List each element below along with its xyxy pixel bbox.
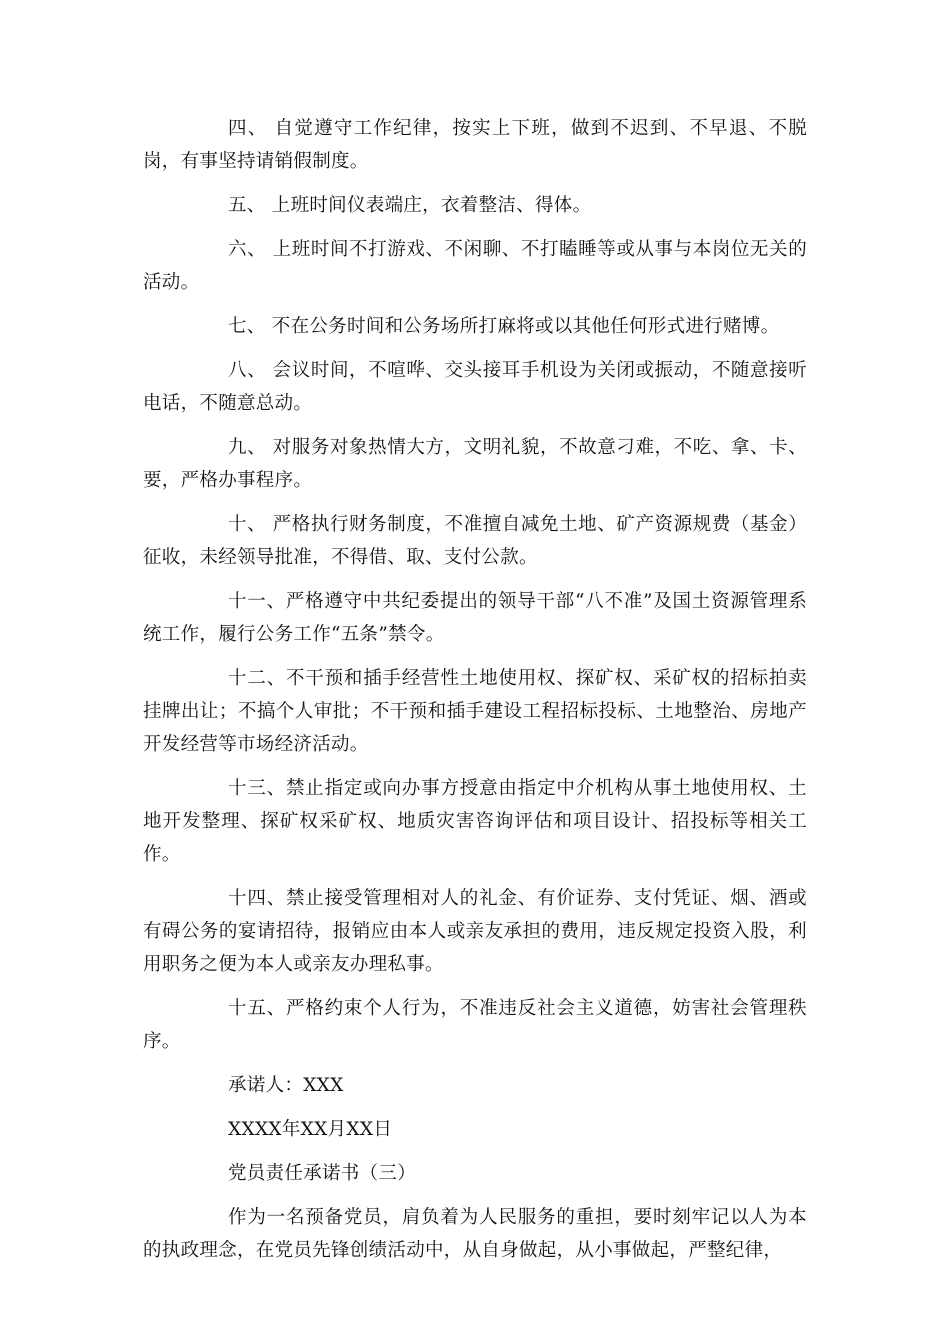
clause-11: 十一、严格遵守中共纪委提出的领导干部“八不准”及国土资源管理系统工作，履行公务工作“五条”禁令。 [143, 591, 807, 645]
clause-4: 四、 自觉遵守工作纪律，按实上下班，做到不迟到、不早退、不脱岗，有事坚持请销假制度。 [143, 118, 807, 172]
clause-13: 十三、禁止指定或向办事方授意由指定中介机构从事土地使用权、土地开发整理、探矿权采矿权、地质灾害咨询评估和项目设计、招投标等相关工作。 [143, 778, 807, 865]
intro-paragraph: 作为一名预备党员，肩负着为人民服务的重担，要时刻牢记以人为本的执政理念，在党员先锋创绩活动中，从自身做起，从小事做起，严整纪律， [143, 1207, 807, 1261]
clause-10: 十、 严格执行财务制度，不准擅自减免土地、矿产资源规费（基金）征收，未经领导批准，不得借、取、支付公款。 [143, 514, 807, 568]
clause-15: 十五、严格约束个人行为，不准违反社会主义道德，妨害社会管理秩序。 [143, 998, 807, 1052]
date-line: XXXX年XX月XX日 [228, 1119, 393, 1140]
clause-7: 七、 不在公务时间和公务场所打麻将或以其他任何形式进行赌博。 [228, 316, 780, 337]
clause-9: 九、 对服务对象热情大方，文明礼貌，不故意刁难，不吃、拿、卡、要，严格办事程序。 [143, 437, 807, 491]
clause-14: 十四、禁止接受管理相对人的礼金、有价证券、支付凭证、烟、酒或有碍公务的宴请招待，报销应由本人或亲友承担的费用，违反规定投资入股，利用职务之便为本人或亲友办理私事。 [143, 888, 807, 975]
signer-line: 承诺人：XXX [228, 1075, 344, 1096]
section-title: 党员责任承诺书（三） [228, 1163, 417, 1184]
document-body [143, 112, 807, 1267]
clause-12: 十二、不干预和插手经营性土地使用权、探矿权、采矿权的招标拍卖挂牌出让；不搞个人审批；不干预和插手建设工程招标投标、土地整治、房地产开发经营等市场经济活动。 [143, 668, 807, 755]
clause-5: 五、 上班时间仪表端庄，衣着整洁、得体。 [228, 195, 592, 216]
clause-8: 八、 会议时间，不喧哗、交头接耳手机设为关闭或振动，不随意接听电话，不随意总动。 [143, 360, 807, 414]
clause-6: 六、 上班时间不打游戏、不闲聊、不打瞌睡等或从事与本岗位无关的活动。 [143, 239, 807, 293]
